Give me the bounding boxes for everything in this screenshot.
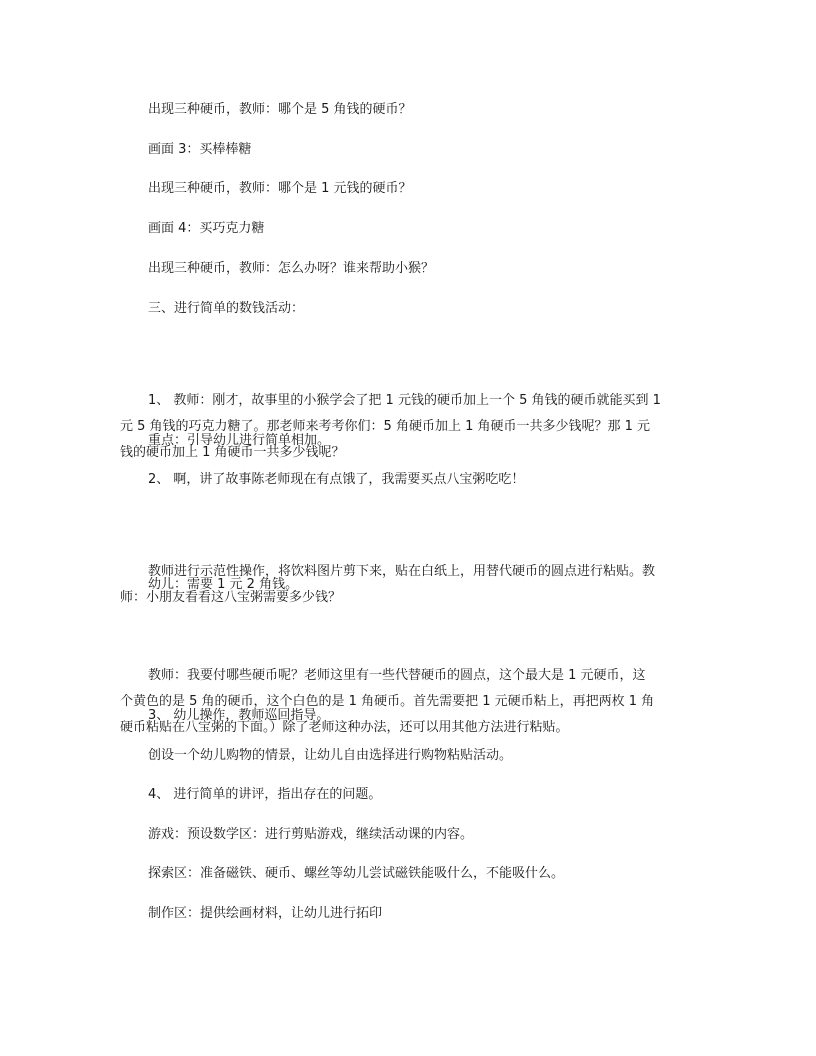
section-heading xyxy=(120,296,700,322)
text-line: 师：小朋友看看这八宝粥需要多少钱？ xyxy=(120,590,342,605)
text-line: 探索区：准备磁铁、硬币、螺丝等幼儿尝试磁铁能吸什么，不能吸什么。 xyxy=(148,866,565,881)
text-line: 2、 啊，讲了故事陈老师现在有点饿了，我需要买点八宝粥吃吃！ xyxy=(148,472,525,487)
text-line: 元 5 角钱的巧克力糖了。那老师来考考你们：5 角硬币加上 1 角硬币一共多少钱呢？那 1 元 xyxy=(120,419,651,434)
text-line: 教师：我要付哪些硬币呢？老师这里有一些代替硬币的圆点，这个最大是 1 元硬币，这 xyxy=(148,668,646,683)
paragraph xyxy=(120,97,700,123)
paragraph xyxy=(120,822,700,848)
text-line: 教师进行示范性操作，将饮料图片剪下来，贴在白纸上，用替代硬币的圆点进行粘贴。教 xyxy=(148,564,656,579)
text-line: 出现三种硬币，教师：哪个是 5 角钱的硬币？ xyxy=(148,102,412,117)
paragraph xyxy=(120,137,700,163)
paragraph xyxy=(120,782,700,808)
paragraph xyxy=(120,572,700,598)
text-line: 1、 教师：刚才，故事里的小猴学会了把 1 元钱的硬币加上一个 5 角钱的硬币就能买到 1 xyxy=(148,393,661,408)
text-line: 硬币粘贴在八宝粥的下面。）除了老师这种办法，还可以用其他方法进行粘贴。 xyxy=(120,720,569,735)
text-line: 出现三种硬币，教师：哪个是 1 元钱的硬币？ xyxy=(148,181,412,196)
text-line: 游戏：预设数学区：进行剪贴游戏，继续活动课的内容。 xyxy=(148,827,474,842)
text-line: 4、 进行简单的讲评，指出存在的问题。 xyxy=(148,787,382,802)
paragraph xyxy=(120,861,700,887)
text-line: 三、进行简单的数钱活动： xyxy=(148,301,305,316)
text-line: 画面 4：买巧克力糖 xyxy=(148,221,265,236)
text-line: 幼儿：需要 1 元 2 角钱。 xyxy=(148,577,299,592)
paragraph xyxy=(120,743,700,769)
text-line: 3、 幼儿操作，教师巡回指导。 xyxy=(148,708,330,723)
text-line: 出现三种硬币，教师：怎么办呀？谁来帮助小猴？ xyxy=(148,261,435,276)
text-line: 画面 3：买棒棒糖 xyxy=(148,142,252,157)
paragraph xyxy=(120,216,700,242)
paragraph xyxy=(120,467,700,493)
text-line: 个黄色的是 5 角的硬币，这个白色的是 1 角硬币。首先需要把 1 元硬币粘上，再把两枚 1 角 xyxy=(120,694,655,709)
text-line: 重点：引导幼儿进行简单相加。 xyxy=(148,433,331,448)
text-line: 钱的硬币加上 1 角硬币一共多少钱呢？ xyxy=(120,445,345,460)
paragraph xyxy=(120,703,700,729)
paragraph xyxy=(120,256,700,282)
text-line: 创设一个幼儿购物的情景，让幼儿自由选择进行购物粘贴活动。 xyxy=(148,748,513,763)
paragraph xyxy=(120,176,700,202)
text-line: 制作区：提供绘画材料，让幼儿进行拓印 xyxy=(148,906,383,921)
paragraph xyxy=(120,901,700,927)
paragraph xyxy=(120,428,700,454)
